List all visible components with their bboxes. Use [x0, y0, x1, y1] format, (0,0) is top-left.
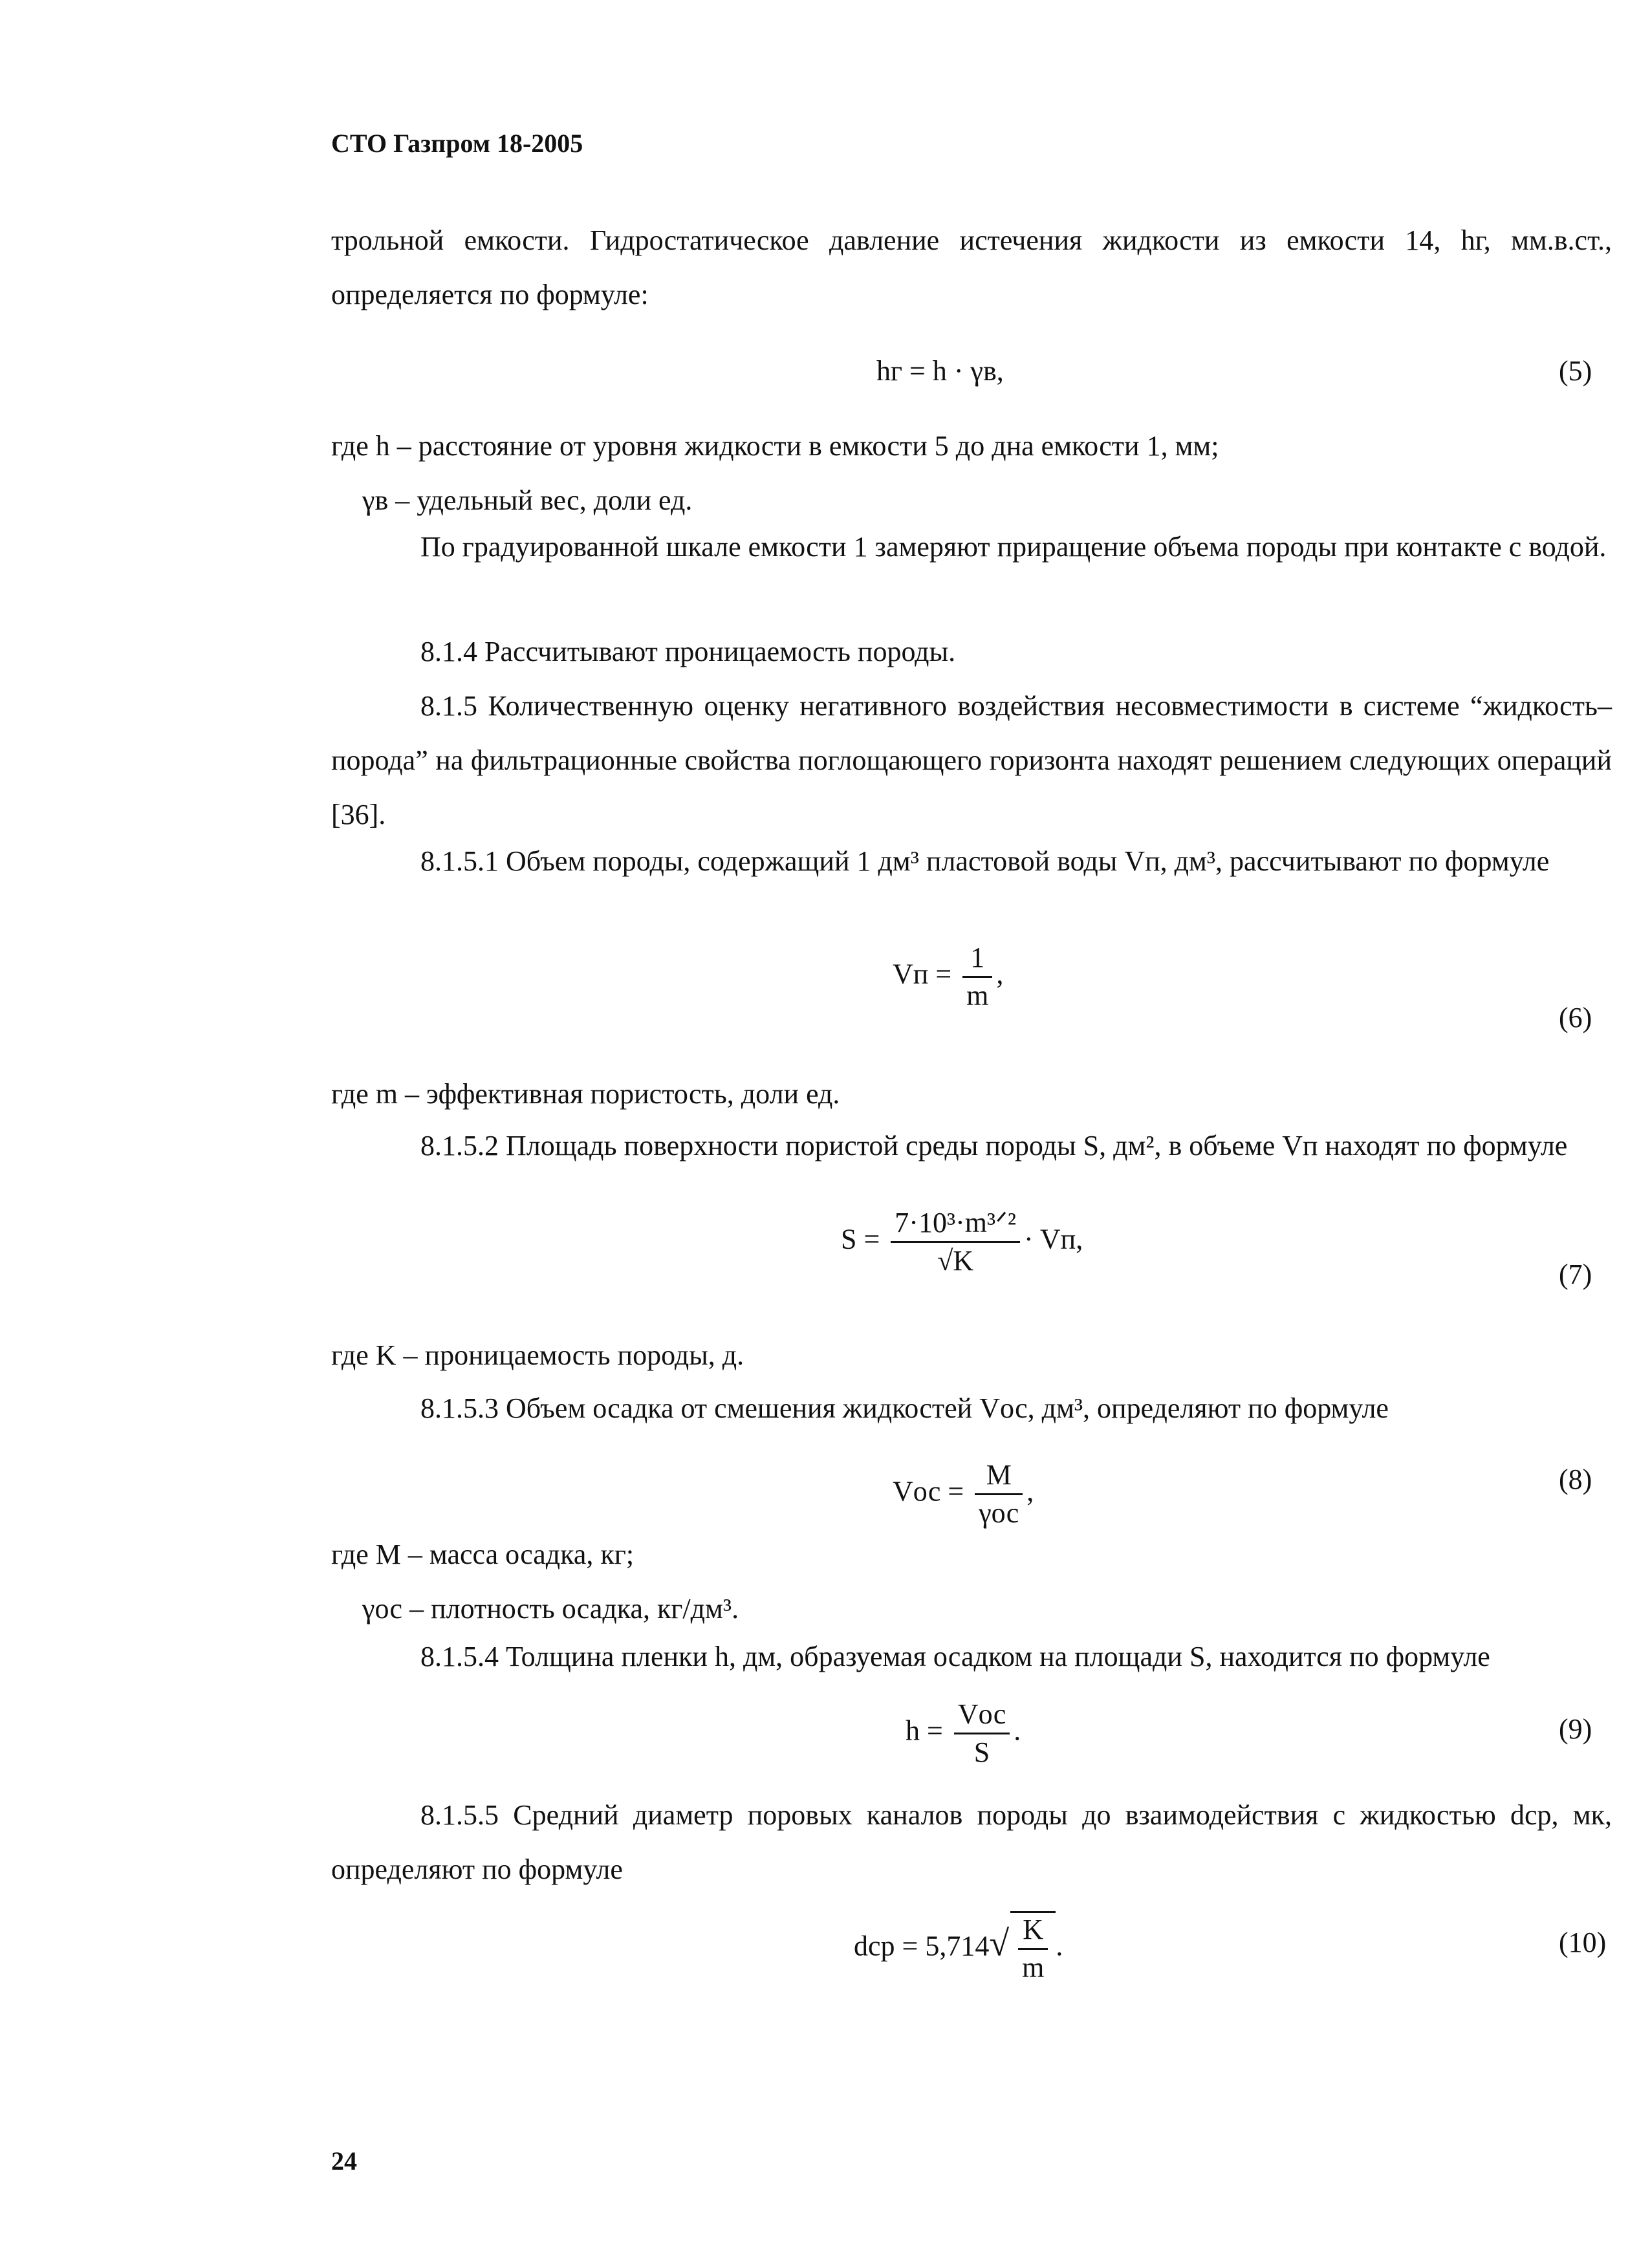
paragraph-where-mass: где M – масса осадка, кг;: [331, 1539, 635, 1570]
fraction-7: $\frac{\text{7·10³·m³ᐟ²}}{√K}$: [891, 1206, 1020, 1278]
equation-number-6: (6): [1559, 1002, 1592, 1033]
page-number: 24: [331, 2146, 357, 2176]
paragraph-8-1-5-2: 8.1.5.2 Площадь поверхности пористой среды породы S, дм², в объеме Vп находят по формуле: [420, 1130, 1568, 1161]
paragraph-8-1-5-5: 8.1.5.5 Средний диаметр поровых каналов породы до взаимодействия с жидкостью dср, мк, определяют по формуле: [331, 1799, 1612, 1885]
equation-number-8: (8): [1559, 1463, 1592, 1495]
paragraph-scale: По градуированной шкале емкости 1 замеряют приращение объема породы при контакте с водой.: [420, 531, 1607, 563]
fraction-6: $\frac{1}{m}$: [962, 941, 992, 1013]
equation-number-10: (10): [1559, 1927, 1607, 1958]
equation-number-7: (7): [1559, 1258, 1592, 1290]
fraction-10: $\frac{K}{m}$: [1018, 1913, 1048, 1985]
paragraph-8-1-5: 8.1.5 Количественную оценку негативного воздействия несовместимости в системе “жидкость–порода” на фильтрационные свойства поглощающего горизонта находят решением следующих операций [36].: [331, 690, 1612, 830]
equation-8: Vос = $\frac{M}{\text{γос}}$ ,: [893, 1459, 1034, 1529]
equation-number-9: (9): [1559, 1713, 1592, 1745]
sqrt-group: [1010, 1911, 1056, 1985]
paragraph-where-m: где m – эффективная пористость, доли ед.: [331, 1078, 840, 1110]
paragraph-where-h: где h – расстояние от уровня жидкости в емкости 5 до дна емкости 1, мм;: [331, 430, 1219, 462]
paragraph-8-1-5-4: 8.1.5.4 Толщина пленки h, дм, образуемая осадком на площади S, находится по формуле: [420, 1641, 1490, 1672]
paragraph-intro: трольной емкости. Гидростатическое давление истечения жидкости из емкости 14, hг, мм.в.ст., определяется по формуле:: [331, 224, 1612, 310]
equation-10: dср = 5,714√ $\frac{K}{m}$ .: [854, 1911, 1063, 1985]
fraction-8: $\frac{M}{\text{γос}}$: [975, 1458, 1023, 1530]
equation-number-5: (5): [1559, 355, 1592, 387]
equation-9: h = $\frac{\text{Vос}}{S}$ .: [906, 1698, 1021, 1768]
paragraph-density: γос – плотность осадка, кг/дм³.: [362, 1593, 739, 1625]
document-header: СТО Газпром 18-2005: [331, 129, 583, 158]
paragraph-gamma: γв – удельный вес, доли ед.: [362, 484, 693, 516]
equation-5: hг = h · γв,: [876, 355, 1004, 387]
fraction-9: $\frac{\text{Vос}}{S}$: [954, 1698, 1010, 1769]
paragraph-8-1-5-3: 8.1.5.3 Объем осадка от смешения жидкостей Vос, дм³, определяют по формуле: [420, 1392, 1389, 1424]
equation-6: Vп = $\frac{1}{m}$ ,: [893, 942, 1004, 1011]
equation-7: S = $\frac{\text{7·10³·m³ᐟ²}}{√K}$ · Vп,: [841, 1207, 1083, 1277]
radical-icon: √: [989, 1923, 1010, 1964]
paragraph-8-1-5-1: 8.1.5.1 Объем породы, содержащий 1 дм³ пластовой воды Vп, дм³, рассчитывают по формуле: [420, 845, 1550, 877]
paragraph-8-1-4: 8.1.4 Рассчитывают проницаемость породы.: [420, 636, 956, 667]
paragraph-where-k: где K – проницаемость породы, д.: [331, 1339, 744, 1371]
